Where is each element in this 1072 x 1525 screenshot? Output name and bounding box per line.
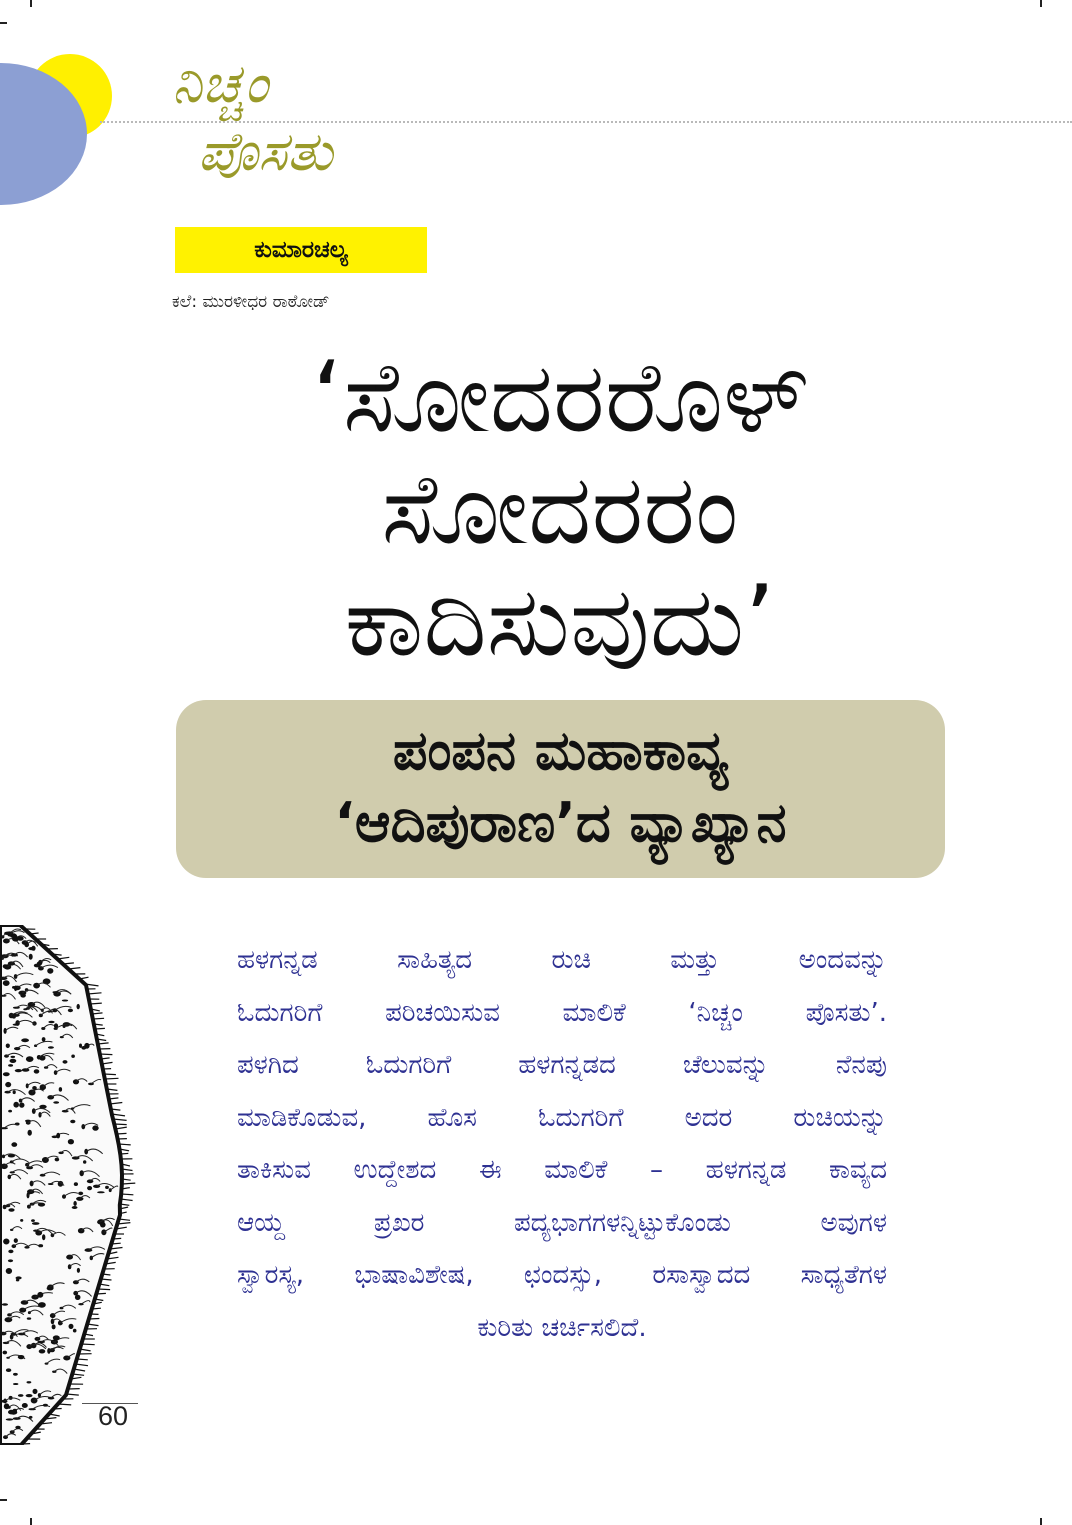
column-logo-line1: ನಿಚ್ಚಂ [172,52,269,115]
intro-line: ಸ್ವಾರಸ್ಯ, ಭಾಷಾವಿಶೇಷ, ಛಂದಸ್ಸು, ರಸಾಸ್ವಾದದ ಸಾಧ್ಯತೆಗಳ [237,1260,887,1290]
page-number: 60 [98,1401,129,1431]
intro-line: ಓದುಗರಿಗೆ ಪರಿಚಯಿಸುವ ಮಾಲಿಕೆ ‘ನಿಚ್ಚಂ ಪೊಸತು’. [237,997,887,1028]
crop-mark [30,1518,32,1525]
crop-mark [1040,0,1042,7]
title-line3: ಕಾದಿಸುವುದು’ [344,565,776,679]
intro-line: ಆಯ್ದ ಪ್ರಖರ ಪದ್ಯಭಾಗಗಳನ್ನಿಟ್ಟುಕೊಂಡು ಅವುಗಳ [237,1207,887,1238]
column-logo [168,52,408,202]
illustration-pattern [0,925,170,1445]
crop-mark [0,22,7,24]
title-line2: ಸೋದರರಂ [381,453,739,567]
intro-line: ಕುರಿತು ಚರ್ಚಿಸಲಿದೆ. [477,1312,647,1343]
crop-mark [1040,1518,1042,1525]
intro-line: ಪಳಗಿದ ಓದುಗರಿಗೆ ಹಳಗನ್ನಡದ ಚೆಲುವನ್ನು ನೆನಪು [237,1050,887,1080]
subtitle-box [176,700,945,878]
intro-line: ಹಳಗನ್ನಡ ಸಾಹಿತ್ಯದ ರುಚಿ ಮತ್ತು ಅಂದವನ್ನು [237,945,887,975]
art-credit: ಕಲೆ: ಮುರಳೀಧರ ರಾಠೋಡ್ [172,292,330,312]
article-title [180,342,940,678]
crop-mark [30,0,32,7]
intro-line: ಮಾಡಿಕೊಡುವ, ಹೊಸ ಓದುಗರಿಗೆ ಅದರ ರುಚಿಯನ್ನು [237,1102,887,1133]
title-line1: ‘ಸೋದರರೊಳ್ [311,341,809,455]
column-logo-line2: ಪೊಸತು [198,120,333,183]
intro-paragraph [237,934,887,1354]
intro-line: ತಾಕಿಸುವ ಉದ್ದೇಶದ ಈ ಮಾಲಿಕೆ – ಹಳಗನ್ನಡ ಕಾವ್ಯದ [237,1155,887,1185]
author-banner [175,227,427,273]
author-name: ಕುಮಾರಚಲ್ಯ [254,237,348,263]
subtitle-line1: ಪಂಪನ ಮಹಾಕಾವ್ಯ [392,719,729,782]
crop-mark [0,1499,7,1501]
subtitle-line2: ‘ಆದಿಪುರಾಣ’ದ ವ್ಯಾಖ್ಯಾನ [334,791,787,854]
